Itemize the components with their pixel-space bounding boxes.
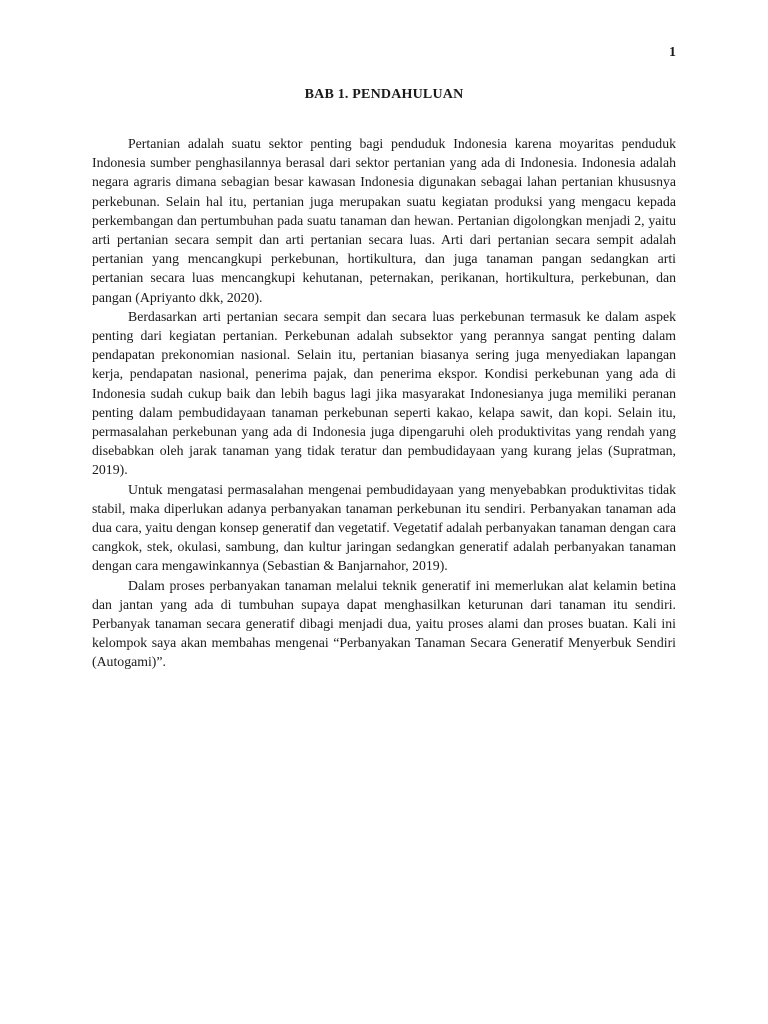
paragraph-2: Berdasarkan arti pertanian secara sempit dan secara luas perkebunan termasuk ke dalam aspek penting dari kegiatan pertanian. Perkebunan adalah subsektor yang perannya sangat penting dalam pendapatan prekonomian nasional. Selain itu, pertanian biasanya sering juga menyediakan lapangan kerja, pendapatan nasional, penerima pajak, dan penerima ekspor. Kondisi perkebunan yang ada di Indonesia sudah cukup baik dan lebih bagus lagi jika masyarakat Indonesianya juga memiliki peranan penting dalam pembudidayaan tanaman perkebunan seperti kakao, kelapa sawit, dan kopi. Selain itu, permasalahan perkebunan yang ada di Indonesia juga dipengaruhi oleh produktivitas yang rendah yang disebabkan oleh jarak tanaman yang tidak teratur dan pembudidayaan yang kurang jelas (Supratman, 2019). — [92, 308, 676, 478]
body-text — [92, 134, 676, 672]
page-number: 1 — [669, 45, 676, 60]
paragraph-4: Dalam proses perbanyakan tanaman melalui teknik generatif ini memerlukan alat kelamin betina dan jantan yang ada di tumbuhan supaya dapat menghasilkan keturunan dari tanaman itu sendiri. Perbanyak tanaman secara generatif dibagi menjadi dua, yaitu proses alami dan proses buatan. Kali ini kelompok saya akan membahas mengenai “Perbanyakan Tanaman Secara Generatif Menyerbuk Sendiri (Autogami)”. — [92, 577, 676, 670]
chapter-heading: BAB 1. PENDAHULUAN — [304, 87, 464, 102]
paragraph-3: Untuk mengatasi permasalahan mengenai pembudidayaan yang menyebabkan produktivitas tidak stabil, maka diperlukan adanya perbanyakan tanaman perkebunan itu sendiri. Perbanyakan tanaman ada dua cara, yaitu dengan konsep generatif dan vegetatif. Vegetatif adalah perbanyakan tanaman dengan cara cangkok, stek, okulasi, sambung, dan kultur jaringan sedangkan generatif adalah perbanyakan tanaman dengan cara mengawinkannya (Sebastian & Banjarnahor, 2019). — [92, 481, 676, 574]
paragraph-1: Pertanian adalah suatu sektor penting bagi penduduk Indonesia karena moyaritas penduduk Indonesia sumber penghasilannya berasal dari sektor pertanian yang ada di Indonesia. Indonesia adalah negara agraris dimana sebagian besar kawasan Indonesia digunakan sebagai lahan pertanian khususnya perkebunan. Selain hal itu, pertanian juga merupakan suatu kegiatan produksi yang mengacu kepada perkembangan dan pertumbuhan pada suatu tanaman dan hewan. Pertanian digolongkan menjadi 2, yaitu arti pertanian secara sempit dan arti pertanian secara luas. Arti dari pertanian secara sempit adalah pertanian yang mencangkupi perkebunan, hortikultura, dan juga tanaman pangan sedangkan arti pertanian secara luas mencangkupi kehutanan, peternakan, perikanan, hortikultura, perkebunan, dan pangan (Apriyanto dkk, 2020). — [92, 136, 676, 305]
